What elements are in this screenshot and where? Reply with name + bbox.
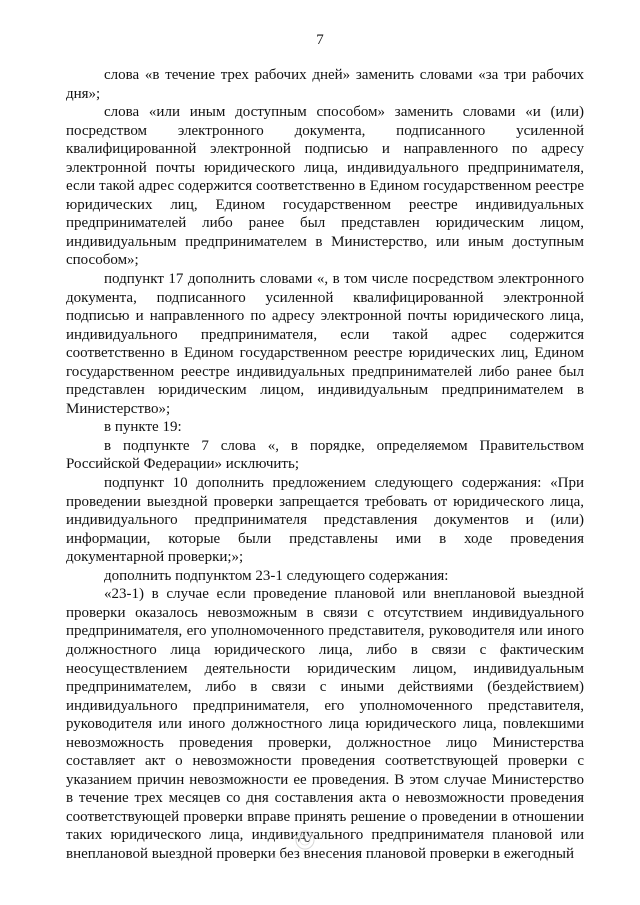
- paragraph-5: в подпункте 7 слова «, в порядке, определяемом Правительством Российской Федерации» исключить;: [66, 437, 584, 473]
- paragraph-1: слова «в течение трех рабочих дней» заменить словами «за три рабочих дня»;: [66, 67, 584, 102]
- paragraph-6: подпункт 10 дополнить предложением следующего содержания: «При проведении выездной проверки запрещается требовать от юридического лица, индивидуального предпринимателя представления документов и (или) информации, которые были представлены ими в ходе проведения документарной проверки;»;: [66, 475, 584, 566]
- faint-seal-stamp: [248, 826, 358, 870]
- paragraph-2: слова «или иным доступным способом» заменить словами «и (или) посредством электронного документа, подписанного усиленной квалифицированной электронной подписью и направленного по адресу электронной почты юридического лица, индивидуального предпринимателя, если такой адрес содержится соответственно в Едином государственном реестре юридических лиц, Едином государственном реестре индивидуальных предпринимателей либо ранее был представлен юридическим лицом, индивидуальным предпринимателем в Министерство, или иным доступным способом»;: [66, 104, 584, 269]
- paragraph-3: подпункт 17 дополнить словами «, в том числе посредством электронного документа, подписанного усиленной квалифицированной электронной подписью и направленного по адресу электронной почты юридического лица, индивидуального предпринимателя, если такой адрес содержится соответственно в Едином государственном реестре юридических лиц, Едином государственном реестре индивидуальных предпринимателей либо ранее был представлен юридическим лицом, индивидуальным предпринимателем в Министерство»;: [66, 271, 584, 417]
- paragraph-4: в пункте 19:: [104, 419, 182, 436]
- page-number: 7: [316, 32, 324, 48]
- paragraph-8: «23-1) в случае если проведение плановой или внеплановой выездной проверки оказалось невозможным в связи с отсутствием индивидуального предпринимателя, его уполномоченного представителя, руководителя или иного должностного лица юридического лица, либо в связи с фактическим неосуществлением деятельности юридическим лицом, индивидуальным предпринимателем, либо в связи с иными действиями (бездействием) индивидуального предпринимателя, его уполномоченного представителя, руководителя или иного должностного лица юридического лица, повлекшими невозможность проведения проверки, должностное лицо Министерства составляет акт о невозможности проведения соответствующей проверки с указанием причин невозможности ее проведения. В этом случае Министерство в течение трех месяцев со дня составления акта о невозможности проведения соответствующей проверки вправе принять решение о проведении в отношении таких юридического лица, индивидуального предпринимателя плановой или внеплановой выездной проверки без внесения плановой проверки в ежегодный: [66, 586, 584, 862]
- paragraph-7: дополнить подпунктом 23-1 следующего содержания:: [104, 567, 449, 584]
- document-body: [66, 66, 584, 864]
